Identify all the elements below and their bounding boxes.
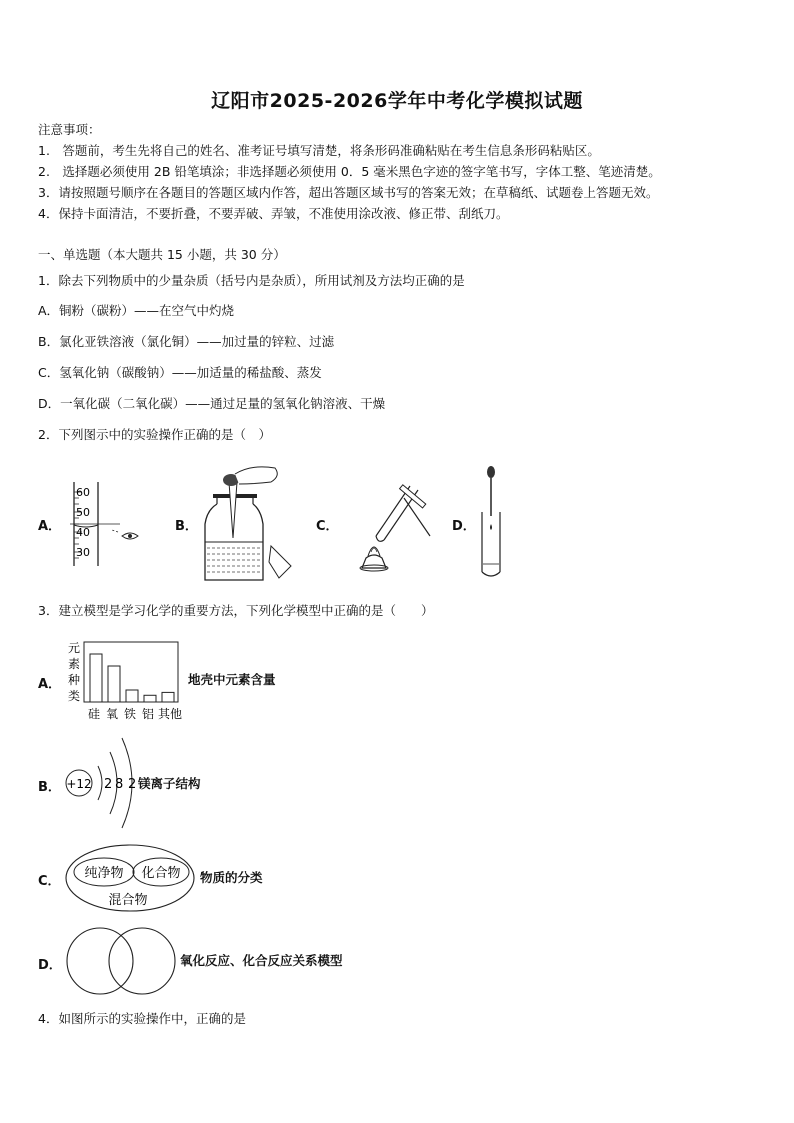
bar-5 <box>162 692 174 702</box>
q3-a-caption: 地壳中元素含量 <box>188 672 276 687</box>
category-label-2: 氧 <box>106 707 119 721</box>
q1-option-a: A．铜粉（碳粉）——在空气中灼烧 <box>38 303 235 318</box>
cylinder-tick-50: 50 <box>76 506 90 519</box>
category-label-1: 硅 <box>88 707 101 721</box>
q2-letter-c: C． <box>316 519 339 534</box>
substance-classification-figure <box>64 842 204 914</box>
q2-letter-b: B． <box>175 519 198 534</box>
q1-option-c: C．氢氧化钠（碳酸钠）——加适量的稀盐酸、蒸发 <box>38 365 322 380</box>
cylinder-tick-60: 60 <box>76 486 90 499</box>
q2-letter-a: A． <box>38 519 62 534</box>
chart-ylabel-char-1: 元 <box>68 641 81 655</box>
mixture-label: 混合物 <box>108 893 148 908</box>
chart-ylabel-char-4: 类 <box>68 689 81 703</box>
dropper-test-tube-figure <box>478 464 508 580</box>
shell-electrons-1: 2 <box>104 777 113 792</box>
chart-ylabel-char-3: 种 <box>68 673 81 687</box>
cylinder-tick-30: 30 <box>76 546 90 559</box>
chart-ylabel-char-2: 素 <box>68 657 81 671</box>
section-heading: 一、单选题（本大题共 15 小题，共 30 分） <box>38 247 286 262</box>
venn-diagram-figure <box>64 926 180 996</box>
q2-letter-d: D． <box>452 519 476 534</box>
eye-icon <box>112 530 138 539</box>
reagent-bottle-pouring-figure <box>195 462 305 584</box>
bar-4 <box>144 695 156 702</box>
notice-item-3: 3．请按照题号顺序在各题目的答题区域内作答，超出答题区域书写的答案无效；在草稿纸、试题卷上答题无效。 <box>38 185 659 200</box>
category-label-5: 其他 <box>158 707 183 721</box>
q4-stem: 4．如图所示的实验操作中，正确的是 <box>38 1011 246 1026</box>
bar-1 <box>90 654 102 702</box>
q1-option-b: B．氯化亚铁溶液（氯化铜）——加过量的锌粒、过滤 <box>38 334 335 349</box>
page-title: 辽阳市2025-2026学年中考化学模拟试题 <box>211 90 583 112</box>
q1-stem: 1．除去下列物质中的少量杂质（括号内是杂质），所用试剂及方法均正确的是 <box>38 273 465 288</box>
graduated-cylinder-figure <box>60 478 160 570</box>
q3-b-caption: 镁离子结构 <box>138 776 201 791</box>
shell-electrons-2: 8 <box>115 777 124 792</box>
category-label-3: 铁 <box>124 707 137 721</box>
q3-d-caption: 氧化反应、化合反应关系模型 <box>180 953 343 968</box>
nucleus-charge: +12 <box>66 777 92 791</box>
category-label-4: 铝 <box>142 707 155 721</box>
bar-3 <box>126 690 138 702</box>
q3-letter-a: A． <box>38 677 62 692</box>
q3-stem: 3．建立模型是学习化学的重要方法，下列化学模型中正确的是（ ） <box>38 603 434 618</box>
notice-item-4: 4．保持卡面清洁，不要折叠，不要弄破、弄皱，不准使用涂改液、修正带、刮纸刀。 <box>38 206 509 221</box>
notice-heading: 注意事项： <box>38 122 101 137</box>
compound-label: 化合物 <box>141 866 181 881</box>
q1-option-d: D．一氧化碳（二氧化碳）——通过足量的氢氧化钠溶液、干燥 <box>38 396 386 411</box>
notice-item-1: 1. 答题前，考生先将自己的姓名、准考证号填写清楚，将条形码准确粘贴在考生信息条形码粘贴区。 <box>38 143 600 158</box>
cylinder-tick-40: 40 <box>76 526 90 539</box>
q3-letter-d: D． <box>38 958 62 973</box>
crust-element-bar-chart <box>64 638 184 722</box>
pure-substance-label: 纯净物 <box>84 866 124 881</box>
q3-letter-b: B． <box>38 780 61 795</box>
notice-item-2: 2. 选择题必须使用 2B 铅笔填涂；非选择题必须使用 0．5 毫米黑色字迹的签字笔书写，字体工整、笔迹清楚。 <box>38 164 661 179</box>
q2-stem: 2．下列图示中的实验操作正确的是（ ） <box>38 427 271 442</box>
bar-2 <box>108 666 120 702</box>
shell-electrons-3: 2 <box>128 777 137 792</box>
q3-c-caption: 物质的分类 <box>200 870 263 885</box>
heating-test-tube-figure <box>338 478 438 576</box>
q3-letter-c: C． <box>38 874 61 889</box>
